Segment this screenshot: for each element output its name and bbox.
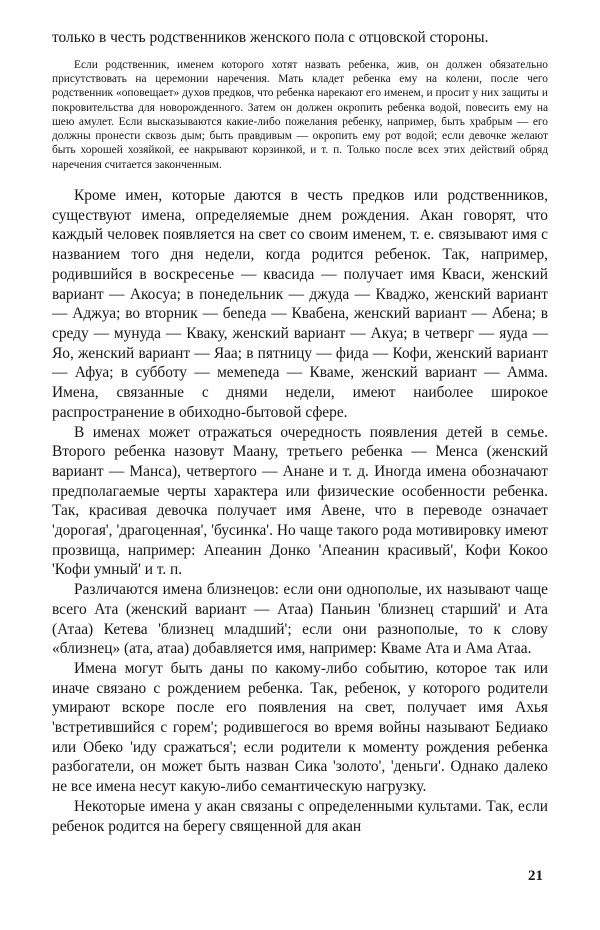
paragraph-continuation: только в честь родственников женского пола с отцовской стороны. (52, 29, 489, 46)
paragraph-cults: Некоторые имена у акан связаны с определенными культами. Так, если ребенок родится на берегу священной для акан (52, 797, 548, 835)
paragraph-events: Имена могут быть даны по какому-либо событию, которое так или иначе связано с рождением ребенка. Так, ребенок, у которого родители умирают вскоре после его появления на свет, получает имя Ахья 'встретившийся с горем'; родившегося во время войны называют Бедиако или Обеко 'иду сражаться'; если родители к моменту рождения ребенка разбогатели, он может быть назван Сика 'золото', 'деньги'. Однако далеко не все имена несут какую-либо семантическую нагрузку. (52, 659, 548, 796)
page-number: 21 (528, 868, 543, 884)
paragraph-small-print: Если родственник, именем которого хотят назвать ребенка, жив, он должен обязательно присутствовать на церемонии наречения. Мать кладет ребенка ему на колени, после чего родственник «оповещает» духов предков, что ребенка нарекают его именем, и просит у них защиты и покровительства для новорожденного. Затем он должен окропить ребенка водой, повесить ему на шею амулет. Если высказываются какие-либо пожелания ребенку, например, быть храбрым — его должны пронести сквозь дым; быть правдивым — окропить ему рот водой; если девочке желают быть хорошей хозяйкой, ее накрывают корзинкой, и т. п. Только после всех этих действий обряд наречения считается законченным. (52, 58, 548, 171)
page-body (52, 28, 548, 836)
paragraph-birth-order: В именах может отражаться очередность появления детей в семье. Второго ребенка назовут Маану, третьего ребенка — Менса (женский вариант — Манса), четвертого — Анане и т. д. Иногда имена обозначают предполагаемые черты характера или физические особенности ребенка. Так, красивая девочка получает имя Авене, что в переводе означает 'дорогая', 'драгоценная', 'бусинка'. Но чаще такого рода мотивировку имеют прозвища, например: Апеанин Донко 'Апеанин красивый', Кофи Кокоо 'Кофи умный' и т. п. (52, 423, 548, 579)
paragraph-day-names: Кроме имен, которые даются в честь предков или родственников, существуют имена, определяемые днем рождения. Акан говорят, что каждый человек появляется на свет со своим именем, т. е. связывают имя с названием того дня недели, когда родится ребенок. Так, например, родившийся в воскресенье — квасида — получает имя Кваси, женский вариант — Акосуа; в понедельник — джуда — Кваджо, женский вариант — Аджуа; во вторник — беneда — Квабена, женский вариант — Абена; в среду — мунуда — Кваку, женский вариант — Акуа; в четверг — яуда — Яо, женский вариант — Яаа; в пятницу — фида — Кофи, женский вариант — Афуа; в субботу — мемeneда — Кваме, женский вариант — Амма. Имена, связанные с днями недели, имеют наиболее широкое распространение в обиходно-бытовой сфере. (52, 187, 548, 421)
paragraph-twins: Различаются имена близнецов: если они однополые, их называют чаще всего Ата (женский вариант — Атаа) Паньин 'близнец старший' и Ата (Атаа) Кетева 'близнец младший'; если они разнополые, то к слову «близнец» (ата, атаа) добавляется имя, например: Кваме Ата и Ама Атаа. (52, 581, 548, 658)
